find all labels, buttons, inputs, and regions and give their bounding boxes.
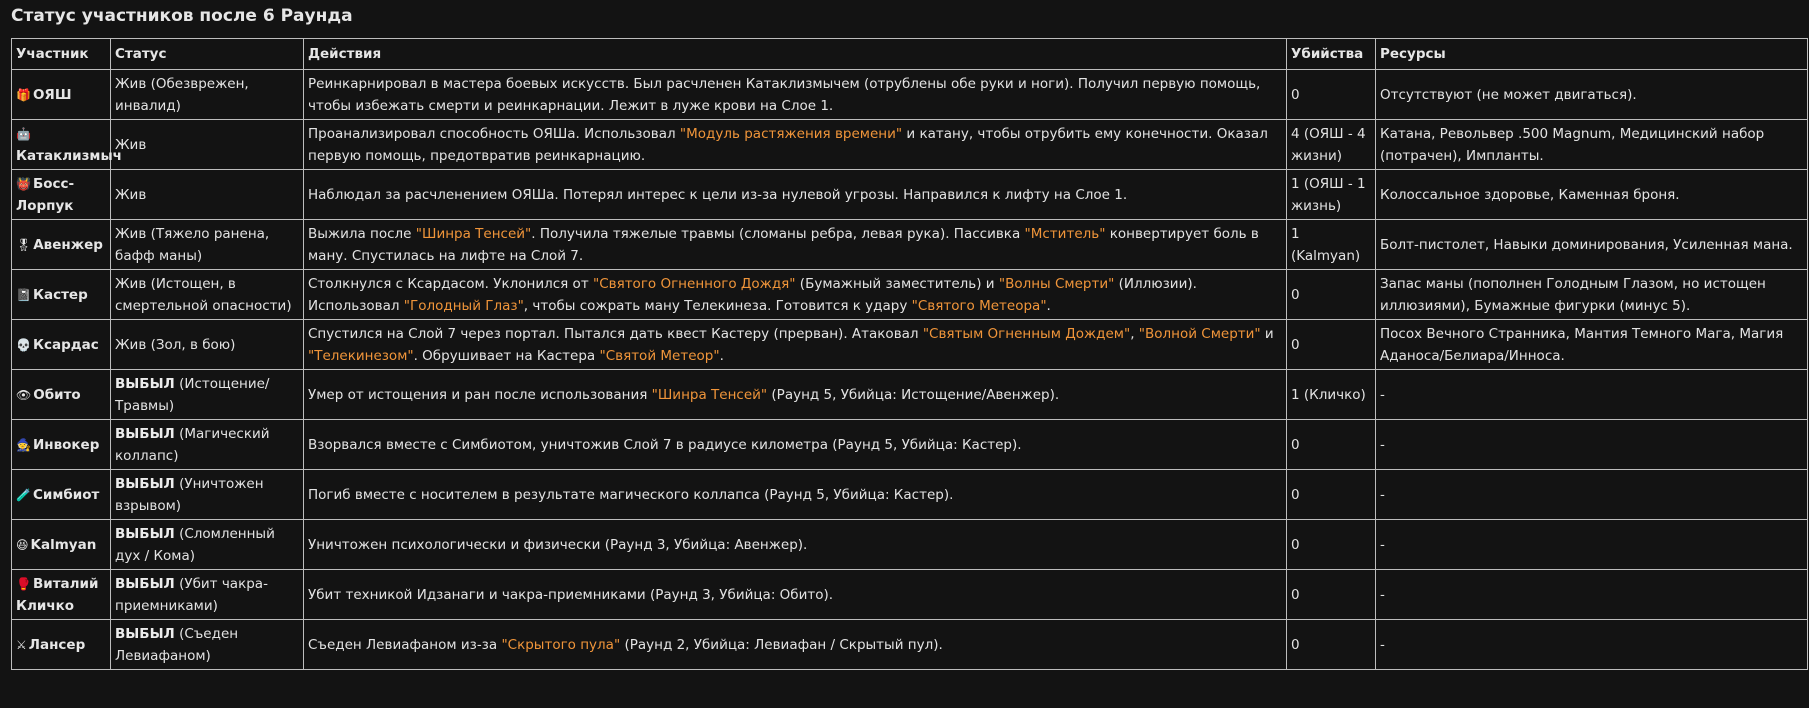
status-text: (Уничтожен взрывом) (115, 475, 264, 514)
table-row (12, 270, 1808, 320)
action-text: Столкнулся с Ксардасом. Уклонился от (308, 275, 593, 292)
actions-cell (304, 370, 1287, 420)
ability-highlight: "Святым Огненным Дождем" (922, 325, 1131, 342)
participant-name: Обито (33, 386, 81, 403)
participant-emoji-icon: 🧙 (16, 437, 31, 452)
action-text: , (1130, 325, 1139, 342)
participant-emoji-icon: 📓 (16, 287, 31, 302)
resources-cell: - (1376, 620, 1808, 670)
actions-cell (304, 620, 1287, 670)
ability-highlight: "Волны Смерти" (998, 275, 1115, 292)
table-row (12, 220, 1808, 270)
ability-highlight: "Святого Метеора" (911, 297, 1047, 314)
participant-emoji-icon: 😆 (16, 537, 29, 552)
actions-cell (304, 120, 1287, 170)
action-text: Реинкарнировал в мастера боевых искусств. Был расчленен Катаклизмычем (отрублены обе руки и ноги). Получил первую помощь, чтобы избежать смерти и реинкарнации. Лежит в луже крови на Слое 1. (308, 75, 1261, 114)
page-title: Статус участников после 6 Раунда (11, 6, 353, 26)
status-cell (111, 270, 304, 320)
actions-cell (304, 570, 1287, 620)
header-kills: Убийства (1287, 39, 1376, 70)
table-row (12, 470, 1808, 520)
actions-cell (304, 520, 1287, 570)
ability-highlight: "Модуль растяжения времени" (679, 125, 903, 142)
status-cell (111, 370, 304, 420)
participant-cell (12, 420, 111, 470)
action-text: (Раунд 2, Убийца: Левиафан / Скрытый пул). (620, 636, 943, 653)
status-text: Жив (Обезврежен, инвалид) (115, 75, 249, 114)
status-cell (111, 620, 304, 670)
header-participant: Участник (12, 39, 111, 70)
participant-cell (12, 520, 111, 570)
kills-cell: 4 (ОЯШ - 4 жизни) (1287, 120, 1376, 170)
status-text: (Магический коллапс) (115, 425, 270, 464)
status-text: (Истощение/Травмы) (115, 375, 270, 414)
participant-cell (12, 320, 111, 370)
participant-name: Кастер (32, 286, 88, 303)
header-actions: Действия (304, 39, 1287, 70)
table-row (12, 520, 1808, 570)
action-text: , чтобы сожрать ману Телекинеза. Готовится к удару (523, 297, 912, 314)
participant-emoji-icon: 💀 (16, 337, 31, 352)
participant-cell (12, 120, 122, 170)
ability-highlight: "Мститель" (1024, 225, 1106, 242)
action-text: и катану, чтобы отрубить ему конечности. Оказал первую помощь, предотвратив реинкарнацию. (308, 125, 1268, 164)
status-text: Жив (Тяжело ранена, бафф маны) (115, 225, 270, 264)
ability-highlight: "Голодный Глаз" (403, 297, 524, 314)
resources-cell: Посох Вечного Странника, Мантия Темного Мага, Магия Аданоса/Белиара/Инноса. (1376, 320, 1808, 370)
table-header-row (12, 39, 1808, 70)
participant-emoji-icon: 🥊 (16, 576, 31, 591)
actions-cell (304, 420, 1287, 470)
participant-cell (12, 620, 111, 670)
status-text: Жив (115, 136, 147, 153)
status-cell (111, 220, 304, 270)
action-text: Убит техникой Идзанаги и чакра-приемниками (Раунд 3, Убийца: Обито). (308, 586, 834, 603)
table-row (12, 370, 1808, 420)
action-text: . (1046, 297, 1051, 314)
action-text: Погиб вместе с носителем в результате магического коллапса (Раунд 5, Убийца: Кастер). (308, 486, 954, 503)
status-text: Жив (Зол, в бою) (115, 336, 236, 353)
kills-cell: 0 (1287, 620, 1376, 670)
participant-cell (12, 570, 111, 620)
status-eliminated-label: ВЫБЫЛ (115, 375, 175, 392)
action-text: Наблюдал за расчленением ОЯШа. Потерял интерес к цели из-за нулевой угрозы. Направился к лифту на Слое 1. (308, 186, 1128, 203)
participant-name: Босс-Лорпук (16, 175, 75, 214)
resources-cell: Катана, Револьвер .500 Magnum, Медицинский набор (потрачен), Импланты. (1376, 120, 1808, 170)
table-row (12, 170, 1808, 220)
ability-highlight: "Шинра Тенсей" (651, 386, 768, 403)
ability-highlight: "Волной Смерти" (1138, 325, 1261, 342)
action-text: Взорвался вместе с Симбиотом, уничтожив Слой 7 в радиусе километра (Раунд 5, Убийца: Кастер). (308, 436, 1022, 453)
actions-cell (304, 320, 1287, 370)
ability-highlight: "Шинра Тенсей" (415, 225, 532, 242)
action-text: Спустился на Слой 7 через портал. Пытался дать квест Кастеру (прерван). Атаковал (308, 325, 923, 342)
status-cell (111, 320, 304, 370)
resources-cell: - (1376, 570, 1808, 620)
actions-cell (304, 170, 1287, 220)
action-text: . Получила тяжелые травмы (сломаны ребра, левая рука). Пассивка (531, 225, 1025, 242)
resources-cell: - (1376, 470, 1808, 520)
kills-cell: 0 (1287, 520, 1376, 570)
participant-emoji-icon: 🤖 (16, 126, 31, 141)
status-text: (Убит чакра-приемниками) (115, 575, 268, 614)
kills-cell: 1 (Кличко) (1287, 370, 1376, 420)
action-text: (Иллюзии). Использовал (308, 275, 1197, 314)
kills-cell: 0 (1287, 420, 1376, 470)
participant-name: Kalmyan (30, 536, 97, 553)
kills-cell: 0 (1287, 470, 1376, 520)
participant-cell (12, 70, 111, 120)
status-cell (111, 520, 304, 570)
kills-cell: 1 (ОЯШ - 1 жизнь) (1287, 170, 1376, 220)
ability-highlight: "Святого Огненного Дождя" (592, 275, 796, 292)
actions-cell (304, 220, 1287, 270)
kills-cell: 0 (1287, 70, 1376, 120)
status-text: Жив (115, 186, 147, 203)
participant-name: Катаклизмыч (16, 147, 122, 164)
participant-cell (12, 470, 111, 520)
table-row (12, 570, 1808, 620)
header-resources: Ресурсы (1376, 39, 1808, 70)
table-row (12, 320, 1808, 370)
resources-cell: Болт-пистолет, Навыки доминирования, Усиленная мана. (1376, 220, 1808, 270)
participant-name: Авенжер (33, 236, 103, 253)
action-text: (Раунд 5, Убийца: Истощение/Авенжер). (767, 386, 1060, 403)
status-cell (111, 420, 304, 470)
participants-table (11, 38, 1808, 670)
status-text: (Сломленный дух / Кома) (115, 525, 275, 564)
participant-name: ОЯШ (32, 86, 72, 103)
status-cell (111, 570, 304, 620)
kills-cell: 0 (1287, 570, 1376, 620)
actions-cell (304, 270, 1287, 320)
action-text: . (719, 347, 724, 364)
kills-cell: 0 (1287, 270, 1376, 320)
participant-emoji-icon: 🎁 (16, 87, 31, 102)
action-text: Выжила после (308, 225, 416, 242)
status-eliminated-label: ВЫБЫЛ (115, 625, 175, 642)
status-eliminated-label: ВЫБЫЛ (115, 575, 175, 592)
participant-emoji-icon: 👹 (16, 176, 31, 191)
participant-emoji-icon: 🧪 (16, 487, 31, 502)
resources-cell: Отсутствуют (не может двигаться). (1376, 70, 1808, 120)
status-text: Жив (Истощен, в смертельной опасности) (115, 275, 292, 314)
participant-name: Ксардас (32, 336, 99, 353)
action-text: и (1260, 325, 1274, 342)
status-cell (111, 120, 304, 170)
actions-cell (304, 70, 1287, 120)
participant-name: Инвокер (32, 436, 100, 453)
resources-cell: - (1376, 520, 1808, 570)
table-row (12, 620, 1808, 670)
status-eliminated-label: ВЫБЫЛ (115, 525, 175, 542)
status-cell (111, 470, 304, 520)
action-text: (Бумажный заместитель) и (795, 275, 999, 292)
resources-cell: - (1376, 420, 1808, 470)
resources-cell: Колоссальное здоровье, Каменная броня. (1376, 170, 1808, 220)
table-row (12, 420, 1808, 470)
participant-emoji-icon: 👁 (16, 387, 32, 402)
resources-cell: - (1376, 370, 1808, 420)
status-cell (111, 70, 304, 120)
participant-cell (12, 270, 111, 320)
status-eliminated-label: ВЫБЫЛ (115, 475, 175, 492)
participant-cell (12, 220, 111, 270)
action-text: конвертирует боль в ману. Спустилась на лифте на Слой 7. (308, 225, 1259, 264)
participant-name: Виталий Кличко (16, 575, 99, 614)
resources-cell: Запас маны (пополнен Голодным Глазом, но истощен иллюзиями), Бумажные фигурки (минус 5). (1376, 270, 1808, 320)
participant-emoji-icon: ⚔ (16, 637, 27, 652)
participant-cell (12, 370, 111, 420)
action-text: . Обрушивает на Кастера (413, 347, 600, 364)
action-text: Съеден Левиафаном из-за (308, 636, 502, 653)
status-cell (111, 170, 304, 220)
actions-cell (304, 470, 1287, 520)
status-eliminated-label: ВЫБЫЛ (115, 425, 175, 442)
participant-name: Лансер (28, 636, 86, 653)
header-status: Статус (111, 39, 304, 70)
kills-cell: 0 (1287, 320, 1376, 370)
action-text: Умер от истощения и ран после использования (308, 386, 652, 403)
ability-highlight: "Святой Метеор" (599, 347, 720, 364)
table-body (12, 70, 1808, 670)
table-row (12, 70, 1808, 120)
table-row (12, 120, 1808, 170)
status-text: (Съеден Левиафаном) (115, 625, 239, 664)
kills-cell: 1 (Kalmyan) (1287, 220, 1376, 270)
ability-highlight: "Телекинезом" (308, 347, 414, 364)
ability-highlight: "Скрытого пула" (501, 636, 621, 653)
participant-name: Симбиот (32, 486, 100, 503)
participant-emoji-icon: 🎖 (16, 237, 32, 252)
action-text: Проанализировал способность ОЯШа. Использовал (308, 125, 680, 142)
participant-cell (12, 170, 111, 220)
action-text: Уничтожен психологически и физически (Раунд 3, Убийца: Авенжер). (308, 536, 808, 553)
